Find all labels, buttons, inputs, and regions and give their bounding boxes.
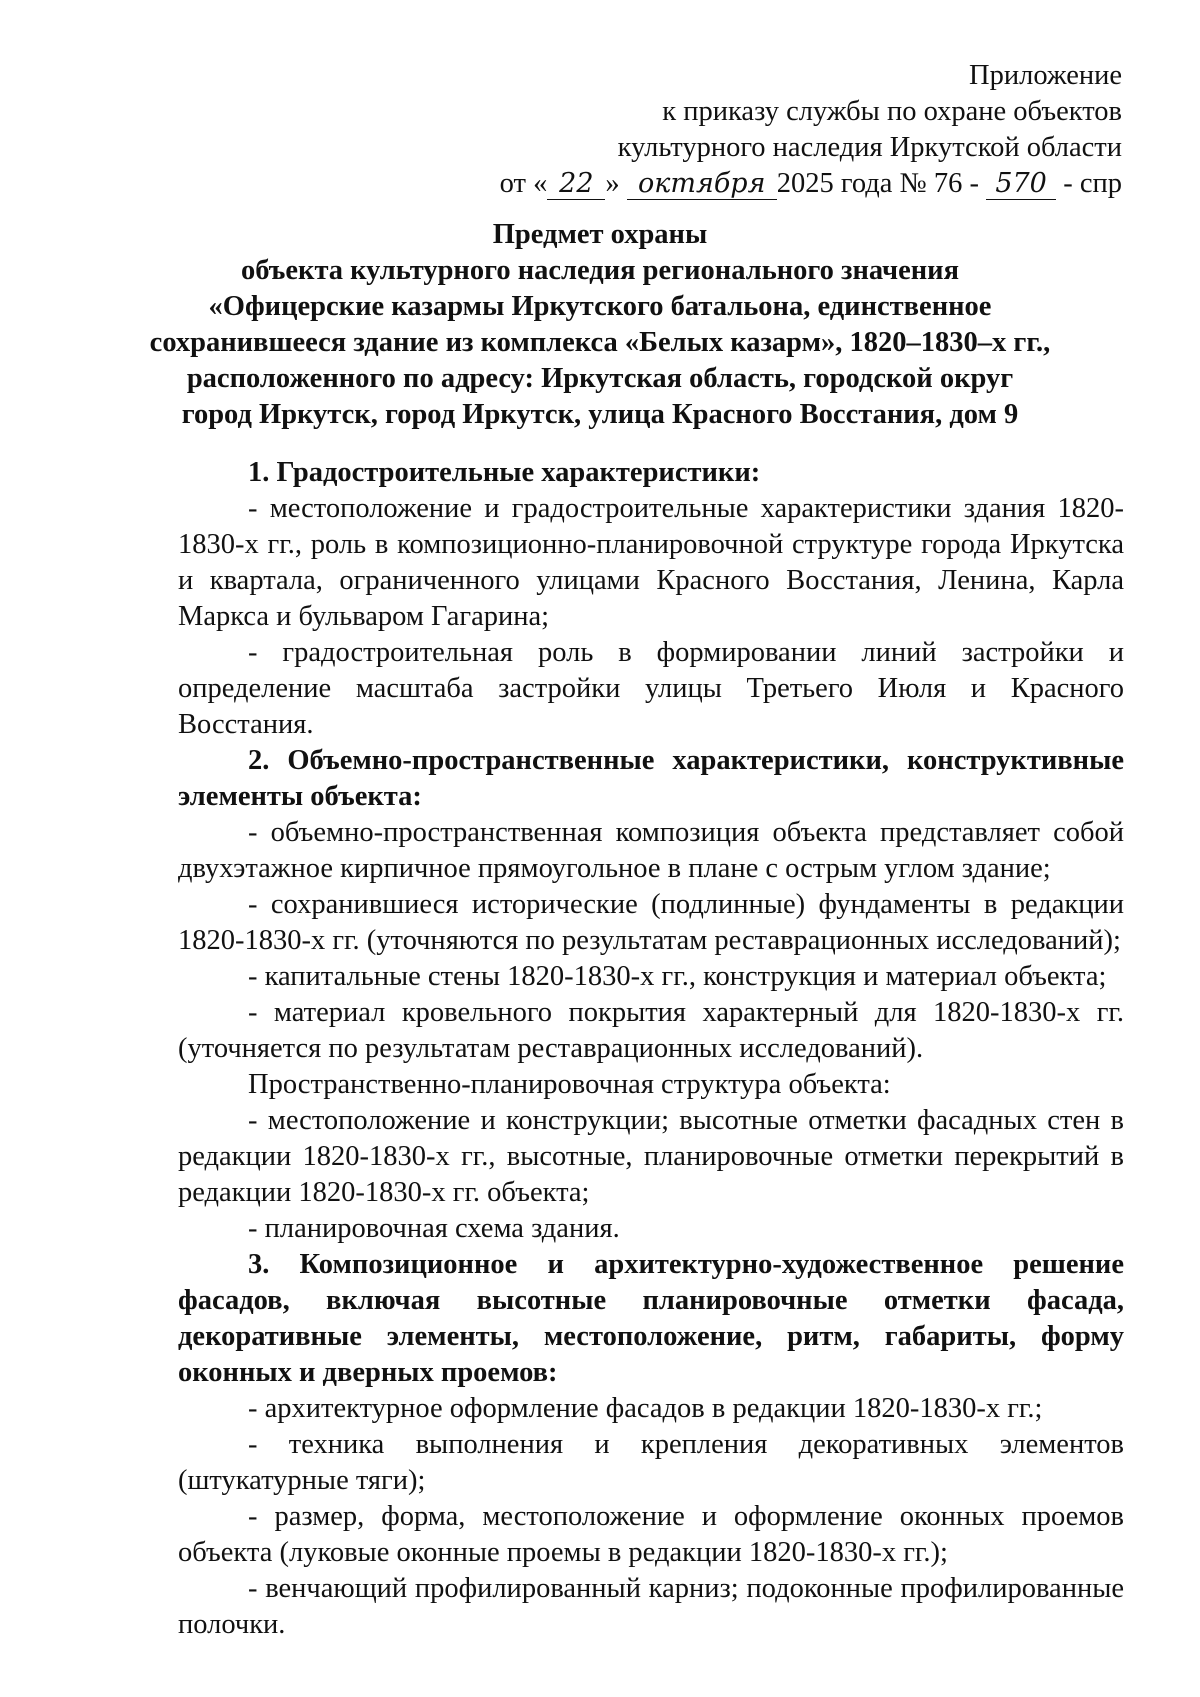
appendix-label: Приложение	[969, 60, 1122, 91]
section-1-item: - градостроительная роль в формировании линий застройки и определение масштаба застройки улицы Третьего Июля и Красного Восстания.	[178, 637, 1124, 740]
date-prefix: от «	[499, 168, 548, 199]
agency-name-line: культурного наследия Иркутской области	[617, 132, 1122, 163]
quote-close: »	[605, 168, 620, 199]
section-2-subheading: Пространственно-планировочная структура объекта:	[248, 1069, 891, 1100]
title-line-2: объекта культурного наследия регионального значения	[240, 255, 960, 286]
document-body	[178, 455, 1124, 1643]
title-line-3: «Офицерские казармы Иркутского батальона, единственное	[208, 291, 992, 322]
section-1-item: - местоположение и градостроительные характеристики здания 1820-1830-х гг., роль в композиционно-планировочной структуре города Иркутска и квартала, ограниченного улицами Красного Восстания, Ленина, Карла Маркса и бульваром Гагарина;	[178, 493, 1124, 632]
handwritten-order-number: 570	[986, 169, 1056, 200]
section-2-item: - местоположение и конструкции; высотные отметки фасадных стен в редакции 1820-1830-х гг., высотные, планировочные отметки перекрытий в редакции 1820-1830-х гг. объекта;	[178, 1105, 1124, 1208]
section-2-item: - капитальные стены 1820-1830-х гг., конструкция и материал объекта;	[248, 961, 1107, 992]
date-mid: 2025 года № 76 -	[776, 168, 979, 199]
title-line-4: сохранившееся здание из комплекса «Белых казарм», 1820–1830–х гг.,	[149, 327, 1051, 358]
title-line-5: расположенного по адресу: Иркутская область, городской округ	[186, 363, 1014, 394]
handwritten-day: 22	[547, 169, 605, 200]
section-3-item: - размер, форма, местоположение и оформление оконных проемов объекта (луковые оконные проемы в редакции 1820-1830-х гг.);	[178, 1501, 1124, 1568]
section-2-item: - планировочная схема здания.	[248, 1213, 620, 1244]
title-line-1: Предмет охраны	[492, 219, 708, 250]
section-3-item: - архитектурное оформление фасадов в редакции 1820-1830-х гг.;	[248, 1393, 1043, 1424]
section-2-item: - материал кровельного покрытия характерный для 1820-1830-х гг. (уточняется по результатам реставрационных исследований).	[178, 997, 1124, 1064]
document-title	[120, 217, 1080, 433]
section-2-item: - сохранившиеся исторические (подлинные) фундаменты в редакции 1820-1830-х гг. (уточняются по результатам реставрационных исследований);	[178, 889, 1124, 956]
section-2-item: - объемно-пространственная композиция объекта представляет собой двухэтажное кирпичное прямоугольное в плане с острым углом здание;	[178, 817, 1124, 884]
order-reference-line: к приказу службы по охране объектов	[662, 96, 1122, 127]
appendix-header	[422, 58, 1122, 202]
date-suffix: - спр	[1063, 168, 1122, 199]
section-1-heading: 1. Градостроительные характеристики:	[248, 457, 761, 488]
section-3-heading: 3. Композиционное и архитектурно-художественное решение фасадов, включая высотные планировочные отметки фасада, декоративные элементы, местоположение, ритм, габариты, форму оконных и дверных проемов:	[178, 1249, 1124, 1388]
section-3-item: - техника выполнения и крепления декоративных элементов (штукатурные тяги);	[178, 1429, 1124, 1496]
title-line-6: город Иркутск, город Иркутск, улица Красного Восстания, дом 9	[181, 399, 1019, 430]
section-3-item: - венчающий профилированный карниз; подоконные профилированные полочки.	[178, 1573, 1124, 1640]
section-2-heading: 2. Объемно-пространственные характеристики, конструктивные элементы объекта:	[178, 745, 1124, 812]
order-date-line	[422, 166, 1122, 202]
handwritten-month: октября	[627, 169, 777, 200]
